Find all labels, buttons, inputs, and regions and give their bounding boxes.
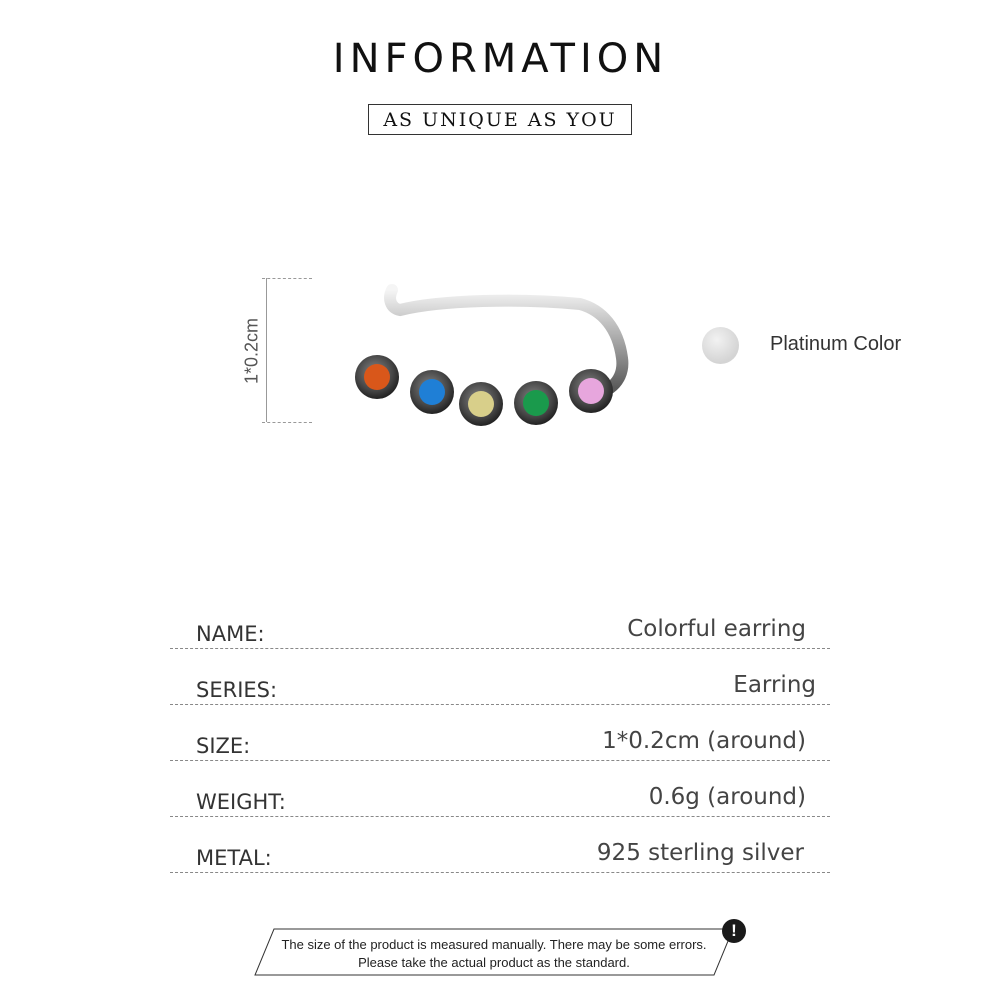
green-stone (523, 390, 549, 416)
platinum-color-swatch (702, 327, 739, 364)
spec-key: WEIGHT: (196, 790, 286, 814)
pink-stone-setting (569, 369, 613, 413)
spec-row-metal (170, 816, 830, 873)
green-stone-setting (514, 381, 558, 425)
exclamation-icon: ! (722, 919, 746, 943)
color-option-label: Platinum Color (770, 333, 902, 355)
pink-stone (578, 378, 604, 404)
spec-row-size (170, 704, 830, 761)
yellow-stone (468, 391, 494, 417)
spec-key: SIZE: (196, 734, 251, 758)
blue-stone-setting (410, 370, 454, 414)
spec-value: 1*0.2cm (around) (602, 728, 806, 754)
spec-value: 0.6g (around) (648, 784, 806, 810)
dimension-top-line (262, 278, 312, 279)
stone-row (355, 355, 613, 426)
page-title: INFORMATION (332, 36, 669, 82)
spec-key: METAL: (196, 846, 272, 870)
disclaimer-line-2: Please take the actual product as the standard. (358, 955, 630, 970)
dimension-vertical-line (266, 278, 267, 422)
orange-stone (364, 364, 390, 390)
disclaimer-line-1: The size of the product is measured manually. There may be some errors. (281, 937, 707, 952)
dimension-bottom-line (262, 422, 312, 423)
yellow-stone-setting (459, 382, 503, 426)
disclaimer-note (254, 928, 734, 976)
earring-image (340, 270, 660, 470)
spec-row-weight (170, 760, 830, 817)
spec-value: 925 sterling silver (596, 840, 804, 866)
spec-key: SERIES: (196, 678, 278, 702)
spec-value: Earring (733, 672, 816, 698)
dimension-label: 1*0.2cm (241, 317, 262, 385)
disclaimer-text (254, 936, 734, 972)
spec-row-name (170, 592, 830, 649)
orange-stone-setting (355, 355, 399, 399)
spec-row-series (170, 648, 830, 705)
spec-key: NAME: (196, 622, 265, 646)
blue-stone (419, 379, 445, 405)
page-subtitle: AS UNIQUE AS YOU (368, 104, 632, 135)
spec-value: Colorful earring (627, 616, 806, 642)
